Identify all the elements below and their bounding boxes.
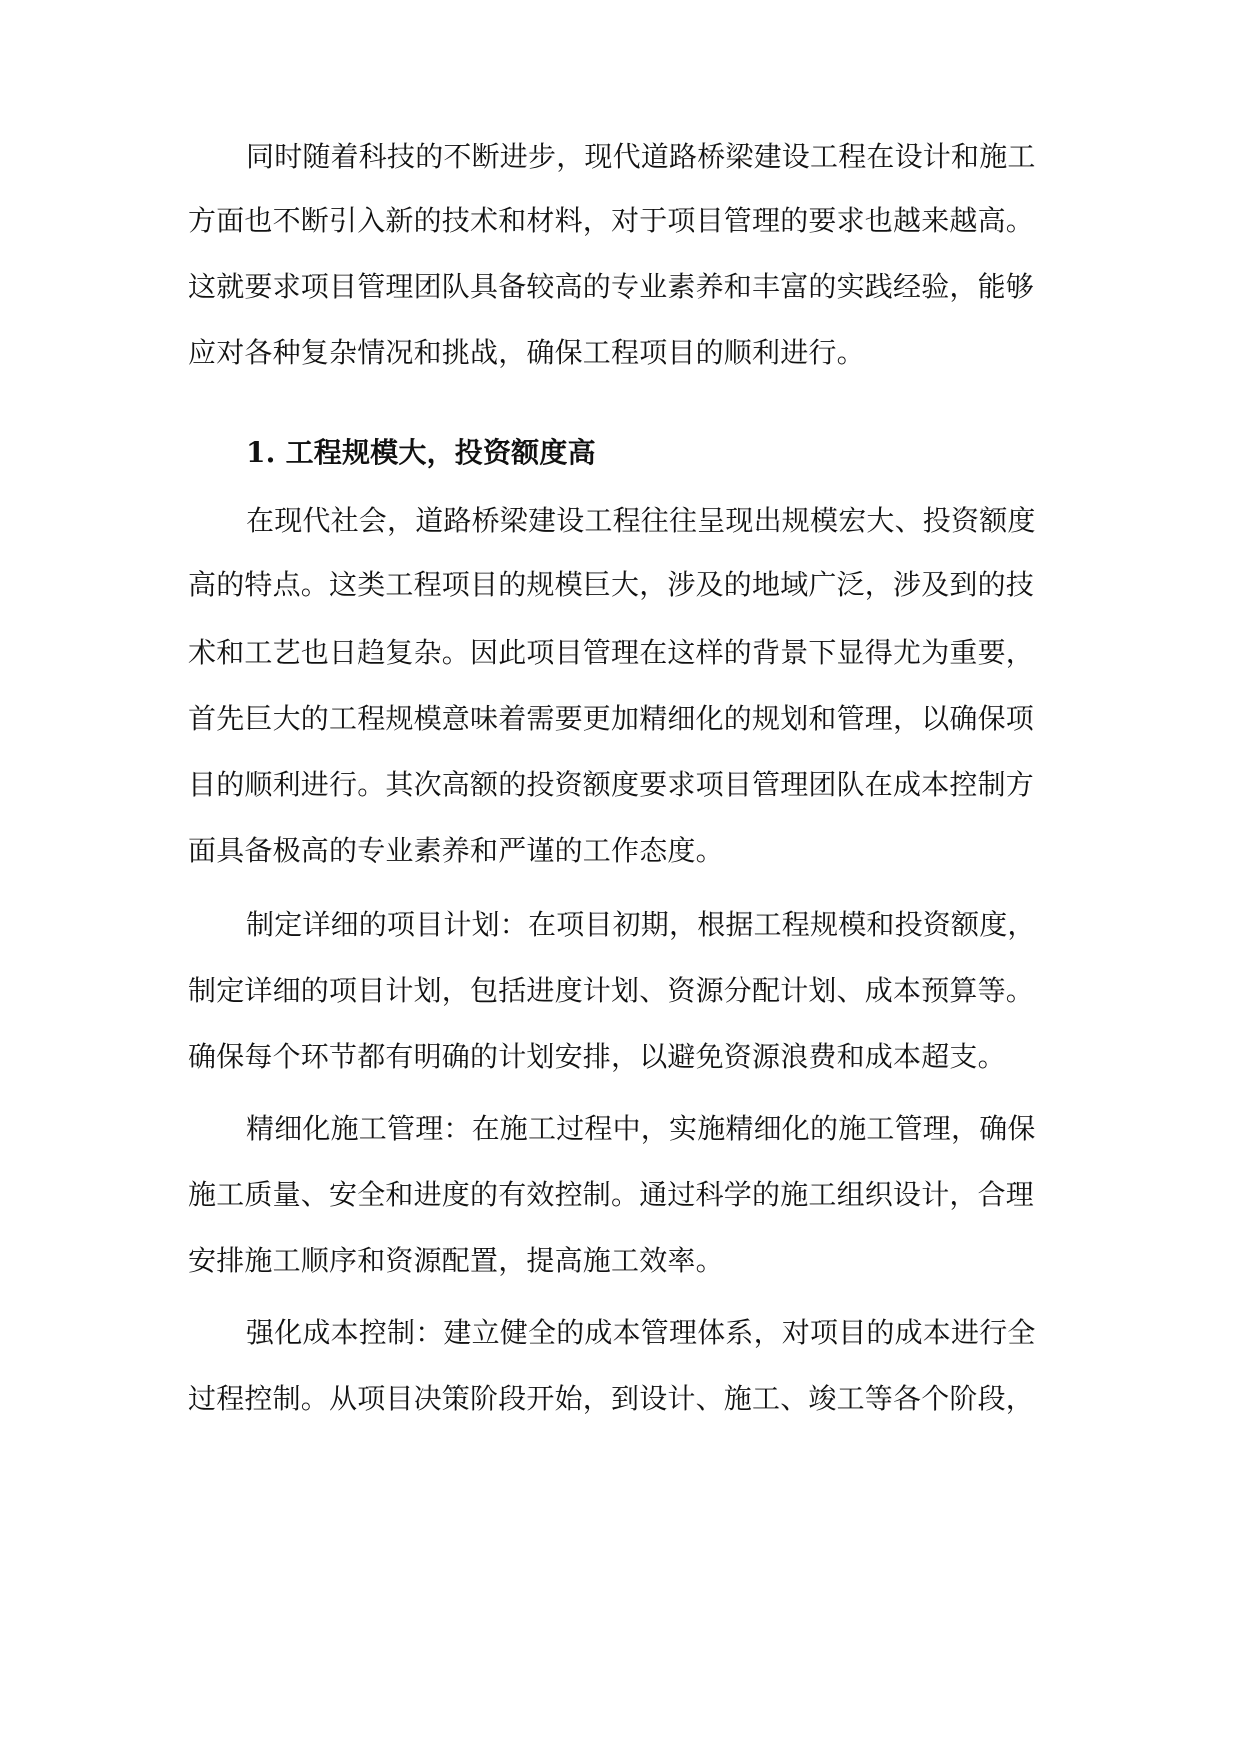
paragraph-4-line-1: 精细化施工管理：在施工过程中，实施精细化的施工管理，确保: [246, 1112, 1036, 1145]
paragraph-5-line-2: 过程控制。从项目决策阶段开始，到设计、施工、竣工等各个阶段，: [188, 1382, 1035, 1415]
paragraph-4-line-2: 施工质量、安全和进度的有效控制。通过科学的施工组织设计，合理: [188, 1178, 1035, 1211]
paragraph-2-line-1: 在现代社会，道路桥梁建设工程往往呈现出规模宏大、投资额度: [246, 504, 1036, 537]
paragraph-3-line-2: 制定详细的项目计划，包括进度计划、资源分配计划、成本预算等。: [188, 974, 1035, 1007]
section-heading: 1. 工程规模大，投资额度高: [246, 436, 596, 469]
paragraph-1-line-4: 应对各种复杂情况和挑战，确保工程项目的顺利进行。: [188, 336, 865, 369]
paragraph-4-line-3: 安排施工顺序和资源配置，提高施工效率。: [188, 1244, 724, 1277]
paragraph-2-line-3: 术和工艺也日趋复杂。因此项目管理在这样的背景下显得尤为重要，: [188, 636, 1035, 669]
paragraph-1-line-3: 这就要求项目管理团队具备较高的专业素养和丰富的实践经验，能够: [188, 270, 1035, 303]
paragraph-3-line-1: 制定详细的项目计划：在项目初期，根据工程规模和投资额度，: [246, 908, 1036, 941]
paragraph-2-line-5: 目的顺利进行。其次高额的投资额度要求项目管理团队在成本控制方: [188, 768, 1035, 801]
paragraph-1-line-2: 方面也不断引入新的技术和材料，对于项目管理的要求也越来越高。: [188, 204, 1035, 237]
paragraph-5-line-1: 强化成本控制：建立健全的成本管理体系，对项目的成本进行全: [246, 1316, 1036, 1349]
paragraph-2-line-4: 首先巨大的工程规模意味着需要更加精细化的规划和管理，以确保项: [188, 702, 1035, 735]
paragraph-1-line-1: 同时随着科技的不断进步，现代道路桥梁建设工程在设计和施工: [246, 140, 1036, 173]
paragraph-2-line-2: 高的特点。这类工程项目的规模巨大，涉及的地域广泛，涉及到的技: [188, 568, 1035, 601]
paragraph-2-line-6: 面具备极高的专业素养和严谨的工作态度。: [188, 834, 724, 867]
paragraph-3-line-3: 确保每个环节都有明确的计划安排，以避免资源浪费和成本超支。: [188, 1040, 1006, 1073]
